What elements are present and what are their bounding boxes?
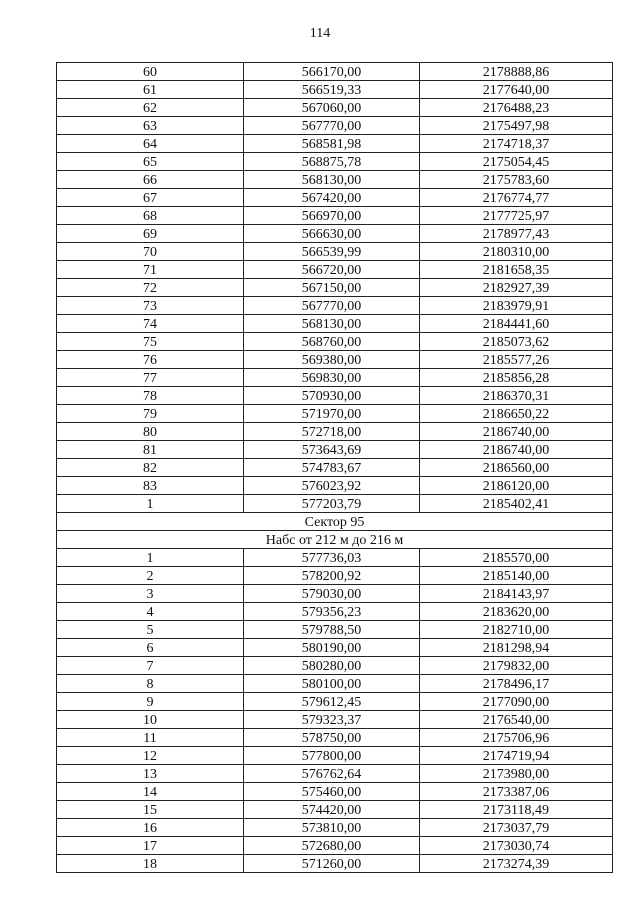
x-coordinate-cell: 568130,00 bbox=[244, 315, 420, 333]
table-row bbox=[57, 315, 613, 333]
point-number-cell: 80 bbox=[57, 423, 244, 441]
point-number-cell: 70 bbox=[57, 243, 244, 261]
point-number-cell: 2 bbox=[57, 567, 244, 585]
point-number-cell: 83 bbox=[57, 477, 244, 495]
y-coordinate-cell: 2182927,39 bbox=[420, 279, 613, 297]
point-number-cell: 11 bbox=[57, 729, 244, 747]
point-number-cell: 4 bbox=[57, 603, 244, 621]
y-coordinate-cell: 2174719,94 bbox=[420, 747, 613, 765]
y-coordinate-cell: 2173037,79 bbox=[420, 819, 613, 837]
x-coordinate-cell: 567150,00 bbox=[244, 279, 420, 297]
x-coordinate-cell: 578750,00 bbox=[244, 729, 420, 747]
table-row bbox=[57, 261, 613, 279]
point-number-cell: 1 bbox=[57, 549, 244, 567]
x-coordinate-cell: 568130,00 bbox=[244, 171, 420, 189]
x-coordinate-cell: 569830,00 bbox=[244, 369, 420, 387]
y-coordinate-cell: 2182710,00 bbox=[420, 621, 613, 639]
x-coordinate-cell: 566970,00 bbox=[244, 207, 420, 225]
x-coordinate-cell: 568760,00 bbox=[244, 333, 420, 351]
x-coordinate-cell: 567770,00 bbox=[244, 297, 420, 315]
x-coordinate-cell: 566170,00 bbox=[244, 63, 420, 81]
table-row bbox=[57, 387, 613, 405]
table-row bbox=[57, 225, 613, 243]
table-row bbox=[57, 243, 613, 261]
x-coordinate-cell: 579030,00 bbox=[244, 585, 420, 603]
y-coordinate-cell: 2178977,43 bbox=[420, 225, 613, 243]
point-number-cell: 78 bbox=[57, 387, 244, 405]
point-number-cell: 69 bbox=[57, 225, 244, 243]
table-row bbox=[57, 297, 613, 315]
table-row bbox=[57, 81, 613, 99]
x-coordinate-cell: 576762,64 bbox=[244, 765, 420, 783]
x-coordinate-cell: 580100,00 bbox=[244, 675, 420, 693]
y-coordinate-cell: 2186650,22 bbox=[420, 405, 613, 423]
x-coordinate-cell: 567060,00 bbox=[244, 99, 420, 117]
point-number-cell: 17 bbox=[57, 837, 244, 855]
point-number-cell: 75 bbox=[57, 333, 244, 351]
table-row bbox=[57, 333, 613, 351]
table-row bbox=[57, 747, 613, 765]
sector-title: Сектор 95 bbox=[57, 513, 613, 531]
table-row bbox=[57, 171, 613, 189]
y-coordinate-cell: 2185402,41 bbox=[420, 495, 613, 513]
point-number-cell: 12 bbox=[57, 747, 244, 765]
y-coordinate-cell: 2177725,97 bbox=[420, 207, 613, 225]
x-coordinate-cell: 579323,37 bbox=[244, 711, 420, 729]
y-coordinate-cell: 2184441,60 bbox=[420, 315, 613, 333]
x-coordinate-cell: 573810,00 bbox=[244, 819, 420, 837]
point-number-cell: 60 bbox=[57, 63, 244, 81]
point-number-cell: 1 bbox=[57, 495, 244, 513]
table-row bbox=[57, 99, 613, 117]
block2-rows bbox=[57, 549, 613, 873]
page-number: 114 bbox=[309, 26, 331, 41]
x-coordinate-cell: 566519,33 bbox=[244, 81, 420, 99]
sector-header bbox=[57, 513, 613, 549]
x-coordinate-cell: 576023,92 bbox=[244, 477, 420, 495]
point-number-cell: 71 bbox=[57, 261, 244, 279]
y-coordinate-cell: 2186370,31 bbox=[420, 387, 613, 405]
table-row bbox=[57, 549, 613, 567]
table-row bbox=[57, 675, 613, 693]
point-number-cell: 64 bbox=[57, 135, 244, 153]
y-coordinate-cell: 2175497,98 bbox=[420, 117, 613, 135]
y-coordinate-cell: 2181658,35 bbox=[420, 261, 613, 279]
x-coordinate-cell: 568581,98 bbox=[244, 135, 420, 153]
point-number-cell: 62 bbox=[57, 99, 244, 117]
table-row bbox=[57, 711, 613, 729]
y-coordinate-cell: 2178888,86 bbox=[420, 63, 613, 81]
point-number-cell: 77 bbox=[57, 369, 244, 387]
table-row bbox=[57, 801, 613, 819]
point-number-cell: 14 bbox=[57, 783, 244, 801]
point-number-cell: 7 bbox=[57, 657, 244, 675]
y-coordinate-cell: 2175783,60 bbox=[420, 171, 613, 189]
x-coordinate-cell: 567770,00 bbox=[244, 117, 420, 135]
sector-range-row bbox=[57, 531, 613, 549]
y-coordinate-cell: 2176540,00 bbox=[420, 711, 613, 729]
table-row bbox=[57, 405, 613, 423]
table-row bbox=[57, 477, 613, 495]
table-row bbox=[57, 63, 613, 81]
x-coordinate-cell: 571970,00 bbox=[244, 405, 420, 423]
y-coordinate-cell: 2173387,06 bbox=[420, 783, 613, 801]
point-number-cell: 65 bbox=[57, 153, 244, 171]
sector-range: Набс от 212 м до 216 м bbox=[57, 531, 613, 549]
x-coordinate-cell: 575460,00 bbox=[244, 783, 420, 801]
table-row bbox=[57, 657, 613, 675]
x-coordinate-cell: 577203,79 bbox=[244, 495, 420, 513]
table-row bbox=[57, 603, 613, 621]
y-coordinate-cell: 2185570,00 bbox=[420, 549, 613, 567]
point-number-cell: 82 bbox=[57, 459, 244, 477]
y-coordinate-cell: 2176488,23 bbox=[420, 99, 613, 117]
table-row bbox=[57, 819, 613, 837]
table-row bbox=[57, 189, 613, 207]
point-number-cell: 6 bbox=[57, 639, 244, 657]
point-number-cell: 79 bbox=[57, 405, 244, 423]
y-coordinate-cell: 2173980,00 bbox=[420, 765, 613, 783]
x-coordinate-cell: 577800,00 bbox=[244, 747, 420, 765]
x-coordinate-cell: 567420,00 bbox=[244, 189, 420, 207]
coordinates-table bbox=[56, 62, 613, 873]
x-coordinate-cell: 577736,03 bbox=[244, 549, 420, 567]
y-coordinate-cell: 2174718,37 bbox=[420, 135, 613, 153]
y-coordinate-cell: 2186560,00 bbox=[420, 459, 613, 477]
table-row bbox=[57, 567, 613, 585]
point-number-cell: 5 bbox=[57, 621, 244, 639]
table-row bbox=[57, 729, 613, 747]
y-coordinate-cell: 2178496,17 bbox=[420, 675, 613, 693]
x-coordinate-cell: 579356,23 bbox=[244, 603, 420, 621]
point-number-cell: 18 bbox=[57, 855, 244, 873]
point-number-cell: 68 bbox=[57, 207, 244, 225]
y-coordinate-cell: 2173030,74 bbox=[420, 837, 613, 855]
point-number-cell: 10 bbox=[57, 711, 244, 729]
table-row bbox=[57, 621, 613, 639]
point-number-cell: 72 bbox=[57, 279, 244, 297]
y-coordinate-cell: 2179832,00 bbox=[420, 657, 613, 675]
x-coordinate-cell: 572718,00 bbox=[244, 423, 420, 441]
table-row bbox=[57, 135, 613, 153]
table-row bbox=[57, 207, 613, 225]
y-coordinate-cell: 2175054,45 bbox=[420, 153, 613, 171]
table-row bbox=[57, 783, 613, 801]
table-row bbox=[57, 117, 613, 135]
point-number-cell: 67 bbox=[57, 189, 244, 207]
y-coordinate-cell: 2183979,91 bbox=[420, 297, 613, 315]
y-coordinate-cell: 2185073,62 bbox=[420, 333, 613, 351]
y-coordinate-cell: 2186740,00 bbox=[420, 423, 613, 441]
point-number-cell: 63 bbox=[57, 117, 244, 135]
point-number-cell: 8 bbox=[57, 675, 244, 693]
sector-title-row bbox=[57, 513, 613, 531]
y-coordinate-cell: 2175706,96 bbox=[420, 729, 613, 747]
table-row bbox=[57, 279, 613, 297]
table-row bbox=[57, 765, 613, 783]
y-coordinate-cell: 2183620,00 bbox=[420, 603, 613, 621]
table-row bbox=[57, 495, 613, 513]
y-coordinate-cell: 2186740,00 bbox=[420, 441, 613, 459]
x-coordinate-cell: 568875,78 bbox=[244, 153, 420, 171]
x-coordinate-cell: 573643,69 bbox=[244, 441, 420, 459]
y-coordinate-cell: 2173118,49 bbox=[420, 801, 613, 819]
table-row bbox=[57, 153, 613, 171]
y-coordinate-cell: 2180310,00 bbox=[420, 243, 613, 261]
table-row bbox=[57, 351, 613, 369]
table-row bbox=[57, 423, 613, 441]
point-number-cell: 16 bbox=[57, 819, 244, 837]
table-row bbox=[57, 855, 613, 873]
point-number-cell: 61 bbox=[57, 81, 244, 99]
table-row bbox=[57, 585, 613, 603]
point-number-cell: 66 bbox=[57, 171, 244, 189]
x-coordinate-cell: 579612,45 bbox=[244, 693, 420, 711]
x-coordinate-cell: 580280,00 bbox=[244, 657, 420, 675]
x-coordinate-cell: 572680,00 bbox=[244, 837, 420, 855]
y-coordinate-cell: 2184143,97 bbox=[420, 585, 613, 603]
x-coordinate-cell: 579788,50 bbox=[244, 621, 420, 639]
point-number-cell: 76 bbox=[57, 351, 244, 369]
table-row bbox=[57, 639, 613, 657]
y-coordinate-cell: 2186120,00 bbox=[420, 477, 613, 495]
x-coordinate-cell: 566539,99 bbox=[244, 243, 420, 261]
table-row bbox=[57, 369, 613, 387]
table-row bbox=[57, 459, 613, 477]
y-coordinate-cell: 2185577,26 bbox=[420, 351, 613, 369]
point-number-cell: 74 bbox=[57, 315, 244, 333]
x-coordinate-cell: 574420,00 bbox=[244, 801, 420, 819]
table-row bbox=[57, 441, 613, 459]
y-coordinate-cell: 2176774,77 bbox=[420, 189, 613, 207]
block1-rows bbox=[57, 63, 613, 513]
point-number-cell: 81 bbox=[57, 441, 244, 459]
x-coordinate-cell: 571260,00 bbox=[244, 855, 420, 873]
x-coordinate-cell: 569380,00 bbox=[244, 351, 420, 369]
point-number-cell: 3 bbox=[57, 585, 244, 603]
table-row bbox=[57, 693, 613, 711]
x-coordinate-cell: 566630,00 bbox=[244, 225, 420, 243]
y-coordinate-cell: 2185856,28 bbox=[420, 369, 613, 387]
point-number-cell: 13 bbox=[57, 765, 244, 783]
table-row bbox=[57, 837, 613, 855]
x-coordinate-cell: 566720,00 bbox=[244, 261, 420, 279]
y-coordinate-cell: 2185140,00 bbox=[420, 567, 613, 585]
x-coordinate-cell: 570930,00 bbox=[244, 387, 420, 405]
x-coordinate-cell: 580190,00 bbox=[244, 639, 420, 657]
y-coordinate-cell: 2181298,94 bbox=[420, 639, 613, 657]
x-coordinate-cell: 574783,67 bbox=[244, 459, 420, 477]
y-coordinate-cell: 2177090,00 bbox=[420, 693, 613, 711]
point-number-cell: 9 bbox=[57, 693, 244, 711]
point-number-cell: 15 bbox=[57, 801, 244, 819]
y-coordinate-cell: 2173274,39 bbox=[420, 855, 613, 873]
x-coordinate-cell: 578200,92 bbox=[244, 567, 420, 585]
point-number-cell: 73 bbox=[57, 297, 244, 315]
y-coordinate-cell: 2177640,00 bbox=[420, 81, 613, 99]
